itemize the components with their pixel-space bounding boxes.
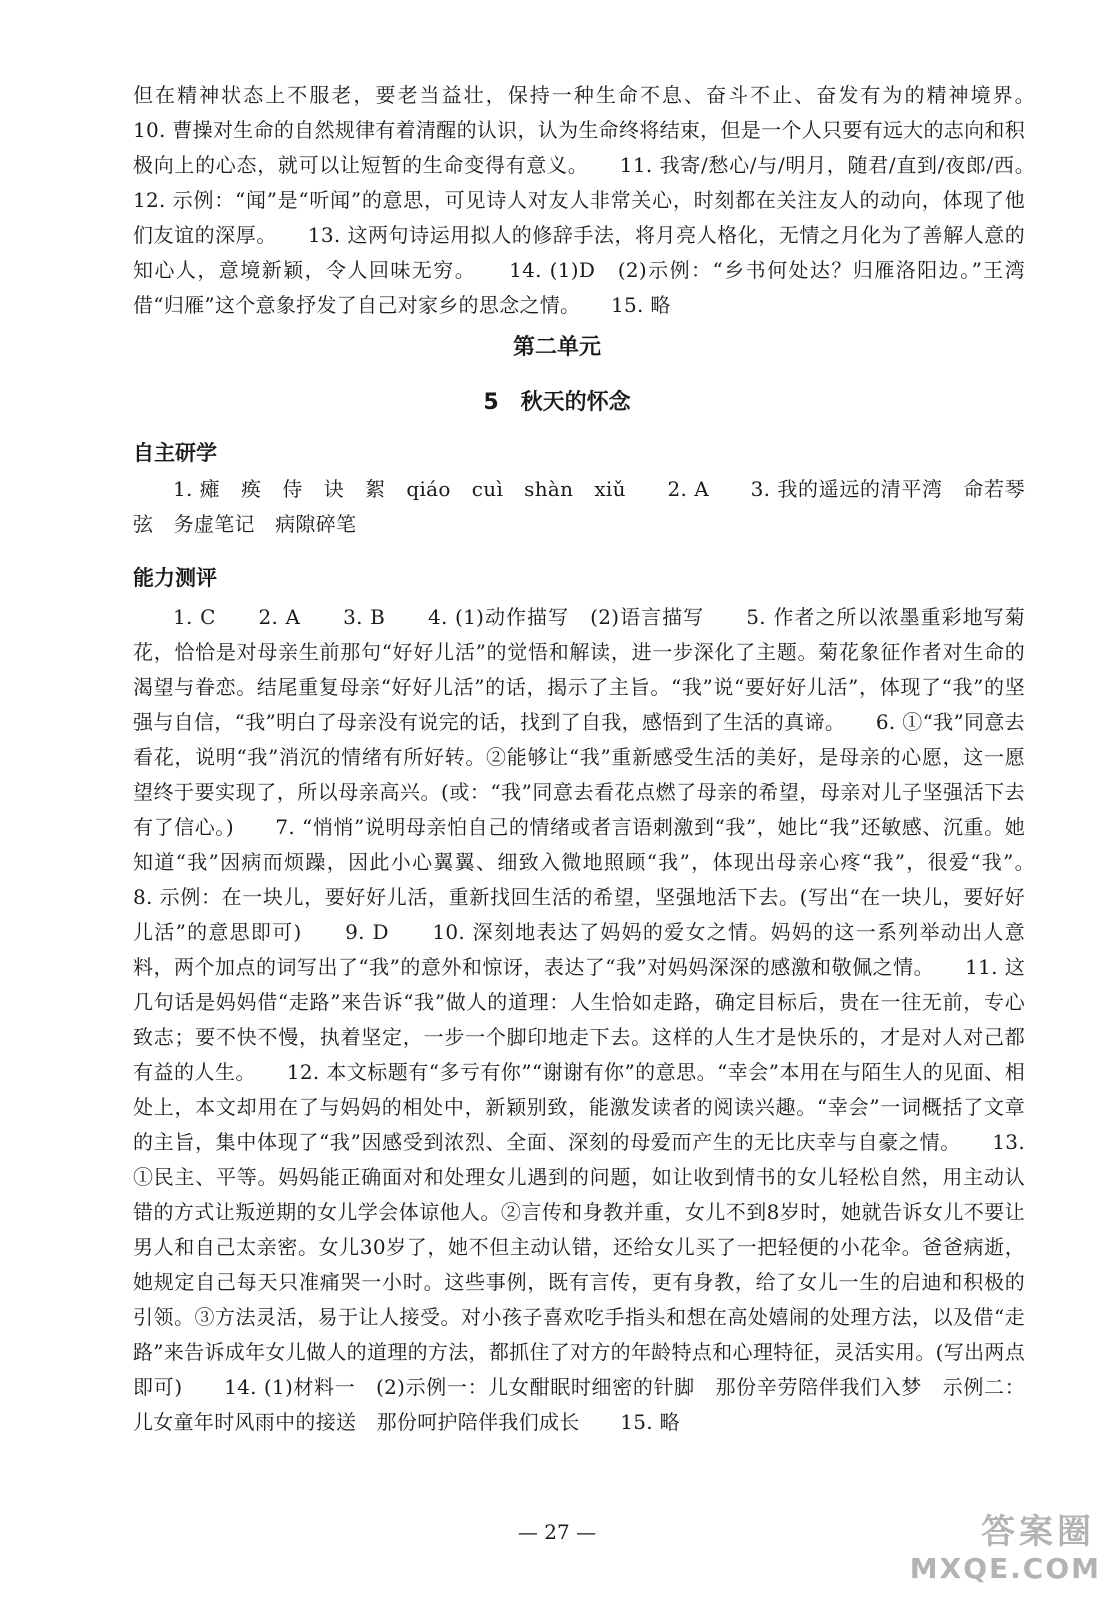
- self-study-answers: 1. 瘫 痪 侍 诀 絮 qiáo cuì shàn xiǔ 2. A 3. 我的遥远的清平湾 命若琴弦 务虚笔记 病隙碎笔: [133, 477, 1025, 536]
- watermark-domain: MXQE.COM: [909, 1552, 1101, 1585]
- section-heading-ability: 能力测评: [133, 566, 217, 590]
- unit-title: 第二单元: [512, 335, 601, 360]
- page-number: — 27 —: [517, 1520, 597, 1544]
- continued-answers-paragraph: 但在精神状态上不服老，要老当益壮，保持一种生命不息、奋斗不止、奋发有为的精神境界。 10. 曹操对生命的自然规律有着清醒的认识，认为生命终将结束，但是一个人只要有远大的志向和积极向上的心态，就可以让短暂的生命变得有意义。 11. 我寄/愁心/与/明月，随君/直到/夜郎/西。 12. 示例：“闻”是“听闻”的意思，可见诗人对友人非常关心，时刻都在关注友人的动向，体现了他们友谊的深厚。 13. 这两句诗运用拟人的修辞手法，将月亮人格化，无情之月化为了善解人意的知心人，意境新颖，令人回味无穷。 14. (1)D (2)示例：“乡书何处达？归雁洛阳边。”王湾借“归雁”这个意象抒发了自己对家乡的思念之情。 15. 略: [133, 83, 1066, 317]
- ability-answers: 1. C 2. A 3. B 4. (1)动作描写 (2)语言描写 5. 作者之所以浓墨重彩地写菊花，恰恰是对母亲生前那句“好好儿活”的觉悟和解读，进一步深化了主题。菊花象征作者对生命的渴望与眷恋。结尾重复母亲“好好儿活”的话，揭示了主旨。“我”说“要好好儿活”，体现了“我”的坚强与自信，“我”明白了母亲没有说完的话，找到了自我，感悟到了生活的真谛。 6. ①“我”同意去看花，说明“我”消沉的情绪有所好转。②能够让“我”重新感受生活的美好，是母亲的心愿，这一愿望终于要实现了，所以母亲高兴。(或：“我”同意去看花点燃了母亲的希望，母亲对儿子坚强活下去有了信心。) 7. “悄悄”说明母亲怕自己的情绪或者言语刺激到“我”，她比“我”还敏感、沉重。她知道“我”因病而烦躁，因此小心翼翼、细致入微地照顾“我”，体现出母亲心疼“我”，很爱“我”。 8. 示例：在一块儿，要好好儿活，重新找回生活的希望，坚强地活下去。(写出“在一块儿，要好好儿活”的意思即可) 9. D 10. 深刻地表达了妈妈的爱女之情。妈妈的这一系列举动出人意料，两个加点的词写出了“我”的意外和惊讶，表达了“我”对妈妈深深的感激和敬佩之情。 11. 这几句话是妈妈借“走路”来告诉“我”做人的道理：人生恰如走路，确定目标后，贵在一往无前，专心致志；要不快不慢，执着坚定，一步一个脚印地走下去。这样的人生才是快乐的，才是对人对己都有益的人生。 12. 本文标题有“多亏有你”“谢谢有你”的意思。“幸会”本用在与陌生人的见面、相处上，本文却用在了与妈妈的相处中，新颖别致，能激发读者的阅读兴趣。“幸会”一词概括了文章的主旨，集中体现了“我”因感受到浓烈、全面、深刻的母爱而产生的无比庆幸与自豪之情。 13. ①民主、平等。妈妈能正确面对和处理女儿遇到的问题，如让收到情书的女儿轻松自然，用主动认错的方式让叛逆期的女儿学会体谅他人。②言传和身教并重，女儿不到8岁时，她就告诉女儿不要让男人和自己太亲密。女儿30岁了，她不但主动认错，还给女儿买了一把轻便的小花伞。爸爸病逝，她规定自己每天只准痛哭一小时。这些事例，既有言传，更有身教，给了女儿一生的启迪和积极的引领。③方法灵活，易于让人接受。对小孩子喜欢吃手指头和想在高处嬉闹的处理方法，以及借“走路”来告诉成年女儿做人的道理的方法，都抓住了对方的年龄特点和心理特征，灵活实用。(写出两点即可) 14. (1)材料一 (2)示例一：儿女酣眠时细密的针脚 那份辛劳陪伴我们入梦 示例二：儿女童年时风雨中的接送 那份呵护陪伴我们成长 15. 略: [133, 605, 1066, 1434]
- section-heading-self-study: 自主研学: [133, 441, 217, 465]
- site-watermark: [900, 1512, 1105, 1592]
- watermark-logo-text: 答案圈: [981, 1512, 1095, 1552]
- lesson-title: 5 秋天的怀念: [483, 390, 631, 415]
